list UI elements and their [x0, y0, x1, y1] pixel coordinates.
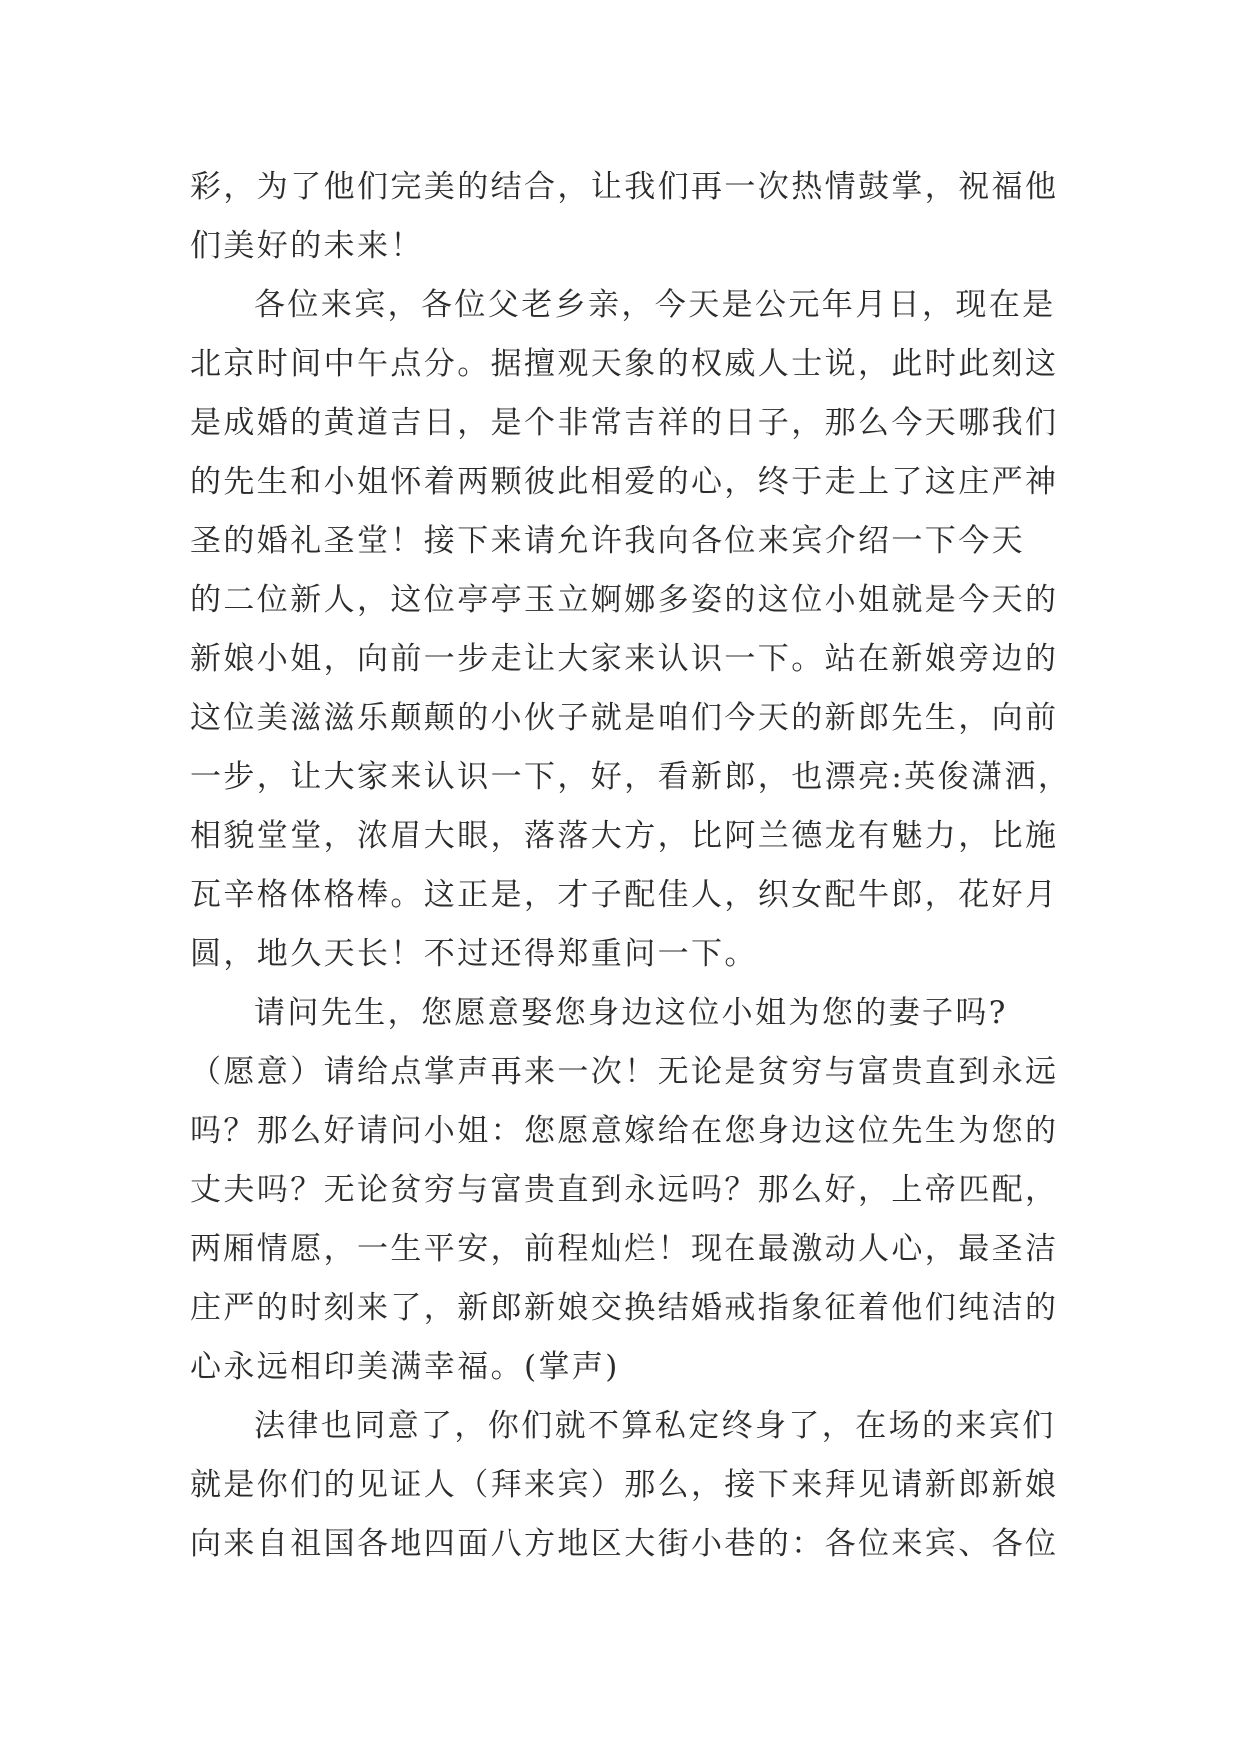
- text-line: 请问先生，您愿意娶您身边这位小姐为您的妻子吗?: [254, 995, 1008, 1031]
- text-line: 庄严的时刻来了，新郎新娘交换结婚戒指象征着他们纯洁的: [190, 1290, 1059, 1326]
- text-line: 两厢情愿，一生平安，前程灿烂！现在最激动人心，最圣洁: [190, 1231, 1059, 1267]
- text-line: 相貌堂堂，浓眉大眼，落落大方，比阿兰德龙有魅力，比施: [190, 818, 1059, 854]
- text-line: 一步，让大家来认识一下，好，看新郎，也漂亮:英俊潇洒，: [190, 759, 1072, 795]
- text-line: 圆，地久天长！不过还得郑重问一下。: [190, 936, 758, 972]
- text-line: 们美好的未来！: [190, 228, 424, 264]
- text-line: 吗？那么好请问小姐：您愿意嫁给在您身边这位先生为您的: [190, 1113, 1059, 1149]
- text-line: 瓦辛格体格棒。这正是，才子配佳人，织女配牛郎，花好月: [190, 877, 1059, 913]
- text-line: 圣的婚礼圣堂！接下来请允许我向各位来宾介绍一下今天: [190, 523, 1025, 559]
- text-line: 就是你们的见证人（拜来宾）那么，接下来拜见请新郎新娘: [190, 1467, 1059, 1503]
- paragraph: [190, 984, 1059, 1397]
- paragraph: [190, 158, 1059, 276]
- text-line: 的先生和小姐怀着两颗彼此相爱的心，终于走上了这庄严神: [190, 464, 1059, 500]
- text-line: （愿意）请给点掌声再来一次！无论是贫穷与富贵直到永远: [190, 1054, 1059, 1090]
- text-line: 北京时间中午点分。据擅观天象的权威人士说，此时此刻这: [190, 346, 1059, 382]
- paragraph: [190, 276, 1072, 984]
- text-line: 新娘小姐，向前一步走让大家来认识一下。站在新娘旁边的: [190, 641, 1059, 677]
- text-line: 的二位新人，这位亭亭玉立婀娜多姿的这位小姐就是今天的: [190, 582, 1059, 618]
- document-page: [190, 158, 1072, 1574]
- text-line: 向来自祖国各地四面八方地区大街小巷的：各位来宾、各位: [190, 1526, 1059, 1562]
- text-line: 是成婚的黄道吉日，是个非常吉祥的日子，那么今天哪我们: [190, 405, 1059, 441]
- text-line: 彩，为了他们完美的结合，让我们再一次热情鼓掌，祝福他: [190, 169, 1059, 205]
- text-line: 丈夫吗？无论贫穷与富贵直到永远吗？那么好，上帝匹配，: [190, 1172, 1059, 1208]
- text-line: 法律也同意了，你们就不算私定终身了，在场的来宾们: [254, 1408, 1056, 1444]
- text-line: 这位美滋滋乐颠颠的小伙子就是咱们今天的新郎先生，向前: [190, 700, 1059, 736]
- text-line: 心永远相印美满幸福。(掌声): [190, 1349, 620, 1385]
- paragraph: [190, 1397, 1059, 1574]
- text-line: 各位来宾，各位父老乡亲，今天是公元年月日，现在是: [254, 287, 1056, 323]
